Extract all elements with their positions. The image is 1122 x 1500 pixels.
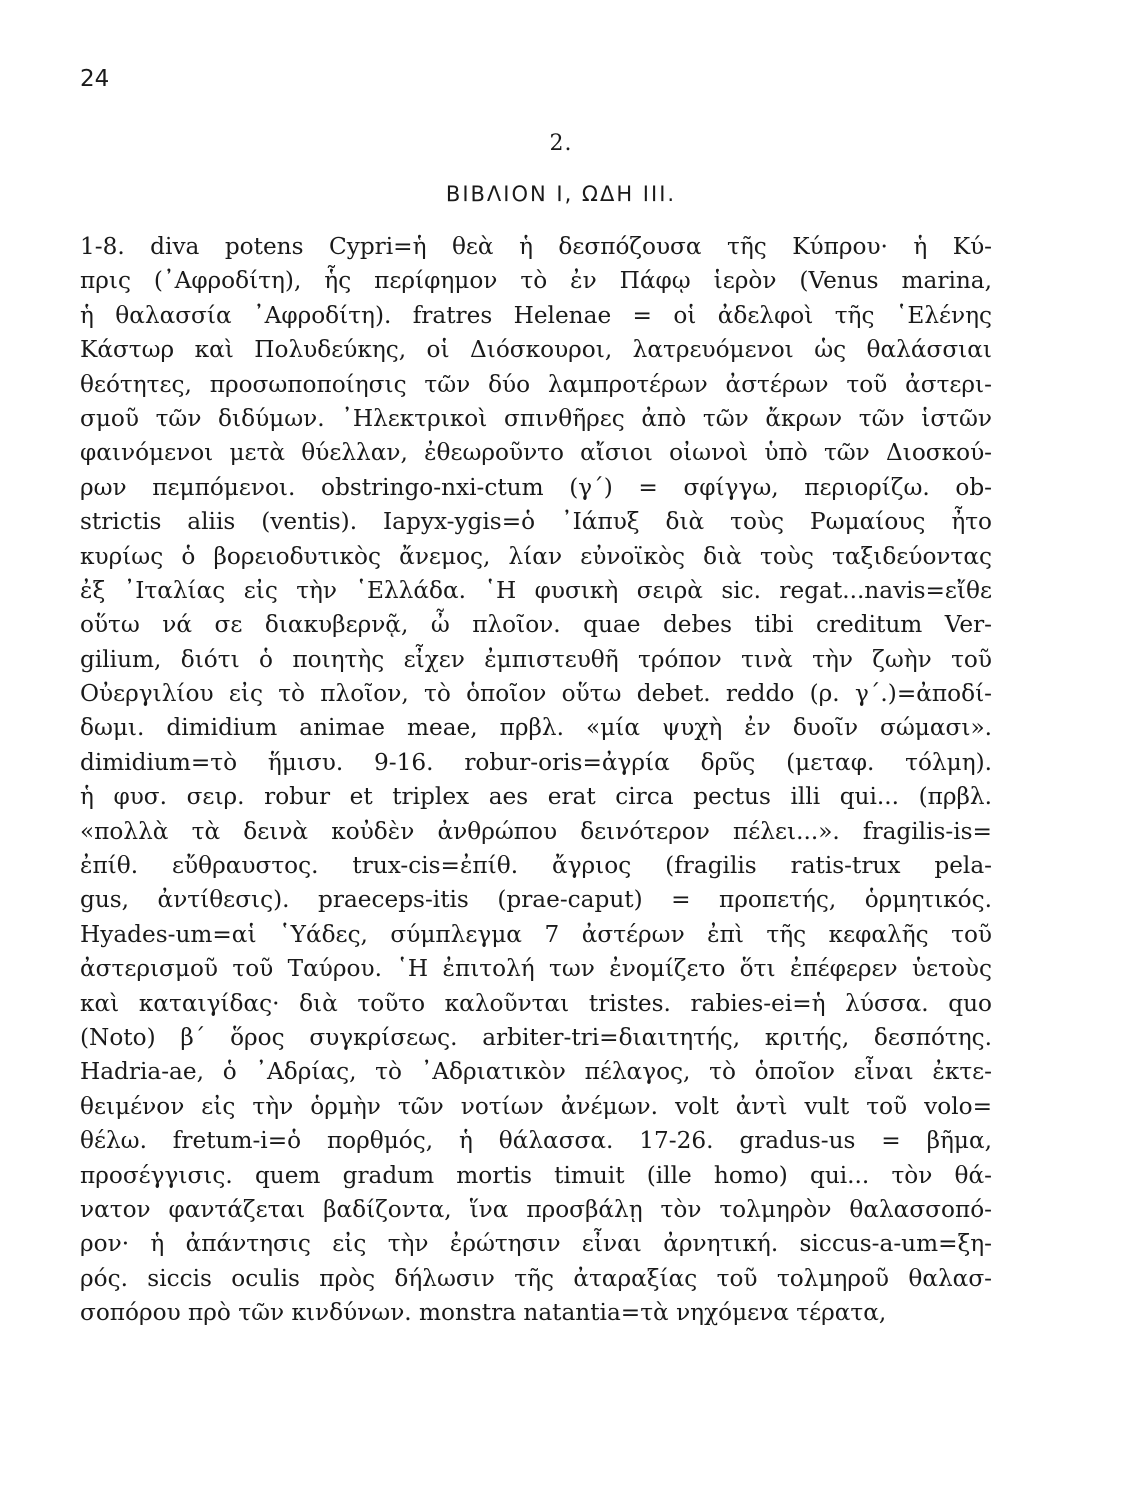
text-line: θεότητες, προσωποποίησις τῶν δύο λαμπροτέρων ἀστέρων τοῦ ἀστερι- <box>80 370 992 398</box>
text-line: σοπόρου πρὸ τῶν κινδύνων. monstra natantia=τὰ νηχόμενα τέρατα, <box>80 1299 887 1327</box>
text-line: θειμένον εἰς τὴν ὁρμὴν τῶν νοτίων ἀνέμων. volt ἀντὶ vult τοῦ volo= <box>80 1092 992 1120</box>
text-line: Κάστωρ καὶ Πολυδεύκης, οἱ Διόσκουροι, λατρευόμενοι ὡς θαλάσσιαι <box>80 336 992 364</box>
text-line: «πολλὰ τὰ δεινὰ κοὐδὲν ἀνθρώπου δεινότερον πέλει...». fragilis-is= <box>80 817 992 845</box>
text-line: gus, ἀντίθεσις). praeceps-itis (prae-caput) = προπετής, ὁρμητικός. <box>80 886 992 914</box>
text-line: προσέγγισις. quem gradum mortis timuit (ille homo) qui... τὸν θά- <box>80 1161 992 1189</box>
section-title: ΒΙΒΛΙΟΝ Ι, ΩΔΗ ΙΙΙ. <box>445 182 677 206</box>
text-line: ἡ θαλασσία ᾿Αφροδίτη). fratres Helenae = οἱ ἀδελφοὶ τῆς ῾Ελένης <box>80 301 992 329</box>
text-line: κυρίως ὁ βορειοδυτικὸς ἄνεμος, λίαν εὐνοϊκὸς διὰ τοὺς ταξιδεύοντας <box>80 542 992 570</box>
commentary-text <box>80 230 992 1331</box>
text-line: φαινόμενοι μετὰ θύελλαν, ἐθεωροῦντο αἴσιοι οἰωνοὶ ὑπὸ τῶν Διοσκού- <box>80 439 992 467</box>
text-line: (Noto) β΄ ὅρος συγκρίσεως. arbiter-tri=διαιτητής, κριτής, δεσπότης. <box>80 1023 992 1051</box>
text-line: δωμι. dimidium animae meae, πρβλ. «μία ψυχὴ ἐν δυοῖν σώμασι». <box>80 714 992 742</box>
text-line: Hadria-ae, ὁ ᾿Αδρίας, τὸ ᾿Αδριατικὸν πέλαγος, τὸ ὁποῖον εἶναι ἐκτε- <box>80 1058 992 1086</box>
text-line: καὶ καταιγίδας· διὰ τοῦτο καλοῦνται tristes. rabies-ei=ἡ λύσσα. quo <box>80 989 992 1017</box>
text-line: οὕτω νά σε διακυβερνᾷ, ὦ πλοῖον. quae debes tibi creditum Ver- <box>80 611 992 639</box>
text-line: ρός. siccis oculis πρὸς δήλωσιν τῆς ἀταραξίας τοῦ τολμηροῦ θαλασ- <box>80 1264 992 1292</box>
text-line: σμοῦ τῶν διδύμων. ᾿Ηλεκτρικοὶ σπινθῆρες ἀπὸ τῶν ἄκρων τῶν ἱστῶν <box>80 404 992 432</box>
text-line: 1-8. diva potens Cypri=ἡ θεὰ ἡ δεσπόζουσα τῆς Κύπρου· ἡ Κύ- <box>80 233 992 260</box>
text-line: gilium, διότι ὁ ποιητὴς εἶχεν ἐμπιστευθῆ τρόπον τινὰ τὴν ζωὴν τοῦ <box>80 645 992 673</box>
text-line: ρον· ἡ ἀπάντησις εἰς τὴν ἐρώτησιν εἶναι ἀρνητική. siccus-a-um=ξη- <box>80 1230 992 1258</box>
text-line: dimidium=τὸ ἥμισυ. 9-16. robur-oris=ἀγρία δρῦς (μεταφ. τόλμη). <box>80 748 992 776</box>
text-line: Hyades-um=αἱ ῾Υάδες, σύμπλεγμα 7 ἀστέρων ἐπὶ τῆς κεφαλῆς τοῦ <box>80 920 992 948</box>
text-line: Οὐεργιλίου εἰς τὸ πλοῖον, τὸ ὁποῖον οὕτω debet. reddo (ρ. γ΄.)=ἀποδί- <box>80 680 992 708</box>
section-number: 2. <box>549 131 573 156</box>
text-line: νατον φαντάζεται βαδίζοντα, ἵνα προσβάλῃ τὸν τολμηρὸν θαλασσοπό- <box>80 1195 992 1223</box>
page-number: 24 <box>80 66 110 92</box>
text-line: ἐξ ᾿Ιταλίας εἰς τὴν ῾Ελλάδα. ῾Η φυσικὴ σειρὰ sic. regat...navis=εἴθε <box>80 576 992 604</box>
text-line: strictis aliis (ventis). Iapyx-ygis=ὁ ᾿Ιάπυξ διὰ τοὺς Ρωμαίους ἦτο <box>80 508 992 536</box>
text-line: ἀστερισμοῦ τοῦ Ταύρου. ῾Η ἐπιτολή των ἐνομίζετο ὅτι ἐπέφερεν ὑετοὺς <box>80 955 992 983</box>
text-line: θέλω. fretum-i=ὁ πορθμός, ἡ θάλασσα. 17-26. gradus-us = βῆμα, <box>80 1127 992 1155</box>
text-line: πρις (᾿Αφροδίτη), ἧς περίφημον τὸ ἐν Πάφῳ ἱερὸν (Venus marina, <box>80 267 992 295</box>
text-line: ἐπίθ. εὔθραυστος. trux-cis=ἐπίθ. ἄγριος (fragilis ratis-trux pela- <box>80 852 992 880</box>
text-line: ἡ φυσ. σειρ. robur et triplex aes erat circa pectus illi qui... (πρβλ. <box>80 783 992 811</box>
text-line: ρων πεμπόμενοι. obstringo-nxi-ctum (γ΄) = σφίγγω, περιορίζω. ob- <box>80 473 992 501</box>
